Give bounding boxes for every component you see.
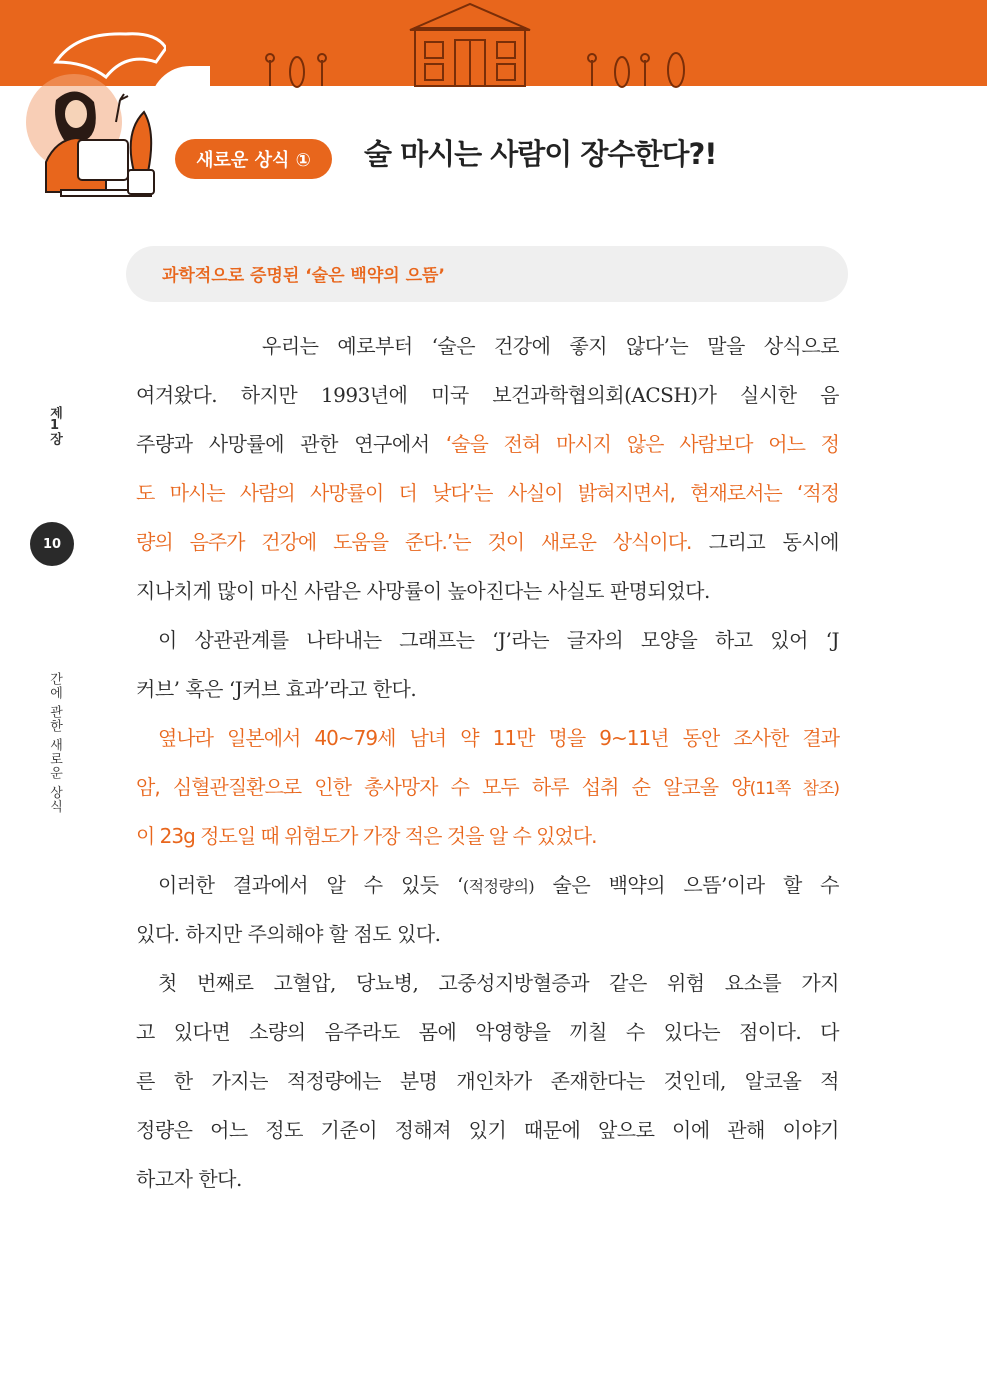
- woman-at-computer-illustration: [16, 22, 166, 212]
- body-line-4: 도 마시는 사람의 사망률이 더 낮다’는 사실이 밝혀지면서, 현재로서는 ‘적정: [136, 481, 839, 505]
- running-title: 간에 관한 새로운 상식: [47, 672, 62, 814]
- body-note: (적정량의): [462, 877, 535, 896]
- body-line-1: 우리는 예로부터 ‘술은 건강에 좋지 않다’는 말을 상식으로: [262, 334, 839, 358]
- page-number-badge: 10: [30, 522, 74, 566]
- body-text-segment: 술은 백약의 으뜸’이라 할 수: [534, 873, 839, 897]
- highlighted-text: ‘술을 전혀 마시지 않은 사람보다 어느 정: [445, 432, 840, 456]
- body-line-11: 이 23g 정도일 때 위험도가 가장 적은 것을 알 수 있었다.: [136, 824, 597, 848]
- highlighted-text: 량의 음주가 건강에 도움을 준다.’는 것이 새로운 상식이다.: [136, 530, 692, 554]
- body-line-15: 고 있다면 소량의 음주라도 몸에 악영향을 끼칠 수 있다는 점이다. 다: [136, 1020, 839, 1044]
- highlighted-note: (11쪽 참조): [749, 779, 839, 799]
- body-line-18: 하고자 한다.: [136, 1167, 242, 1191]
- page-title: 술 마시는 사람이 장수한다?!: [364, 137, 717, 171]
- body-line-14: 첫 번째로 고혈압, 당뇨병, 고중성지방혈증과 같은 위험 요소를 가지: [158, 971, 839, 995]
- body-line-6: 지나치게 많이 마신 사람은 사망률이 높아진다는 사실도 판명되었다.: [136, 579, 710, 603]
- body-line-9: 옆나라 일본에서 40~79세 남녀 약 11만 명을 9~11년 동안 조사한 결과: [158, 726, 839, 750]
- body-line-5: [136, 525, 839, 559]
- body-line-17: 정량은 어느 정도 기준이 정해져 있기 때문에 앞으로 이에 관해 이야기: [136, 1118, 839, 1142]
- body-line-8: 커브’ 혹은 ‘J커브 효과’라고 한다.: [136, 677, 417, 701]
- body-text-segment: 이러한 결과에서 알 수 있듯 ‘: [158, 873, 463, 897]
- body-text-segment: 주량과 사망률에 관한 연구에서: [136, 432, 446, 456]
- body-line-13: 있다. 하지만 주의해야 할 점도 있다.: [136, 922, 441, 946]
- subtitle: 과학적으로 증명된 ‘술은 백약의 으뜸’: [162, 266, 445, 286]
- body-line-12: [158, 868, 839, 902]
- body-text-segment: 그리고 동시에: [691, 530, 839, 554]
- body-line-16: 른 한 가지는 적정량에는 분명 개인차가 존재한다는 것인데, 알코올 적: [136, 1069, 839, 1093]
- body-line-2: 여겨왔다. 하지만 1993년에 미국 보건과학협의회(ACSH)가 실시한 음: [136, 383, 839, 407]
- body-line-3: [136, 427, 839, 461]
- section-tag: 새로운 상식 ①: [175, 139, 332, 179]
- body-line-7: 이 상관관계를 나타내는 그래프는 ‘J’라는 글자의 모양을 하고 있어 ‘J: [158, 628, 839, 652]
- chapter-label: 제1장: [47, 406, 62, 444]
- highlighted-text: 암, 심혈관질환으로 인한 총사망자 수 모두 하루 섭취 순 알코올 양: [136, 775, 750, 799]
- body-line-10: [136, 770, 839, 804]
- subtitle-bar: [126, 246, 848, 302]
